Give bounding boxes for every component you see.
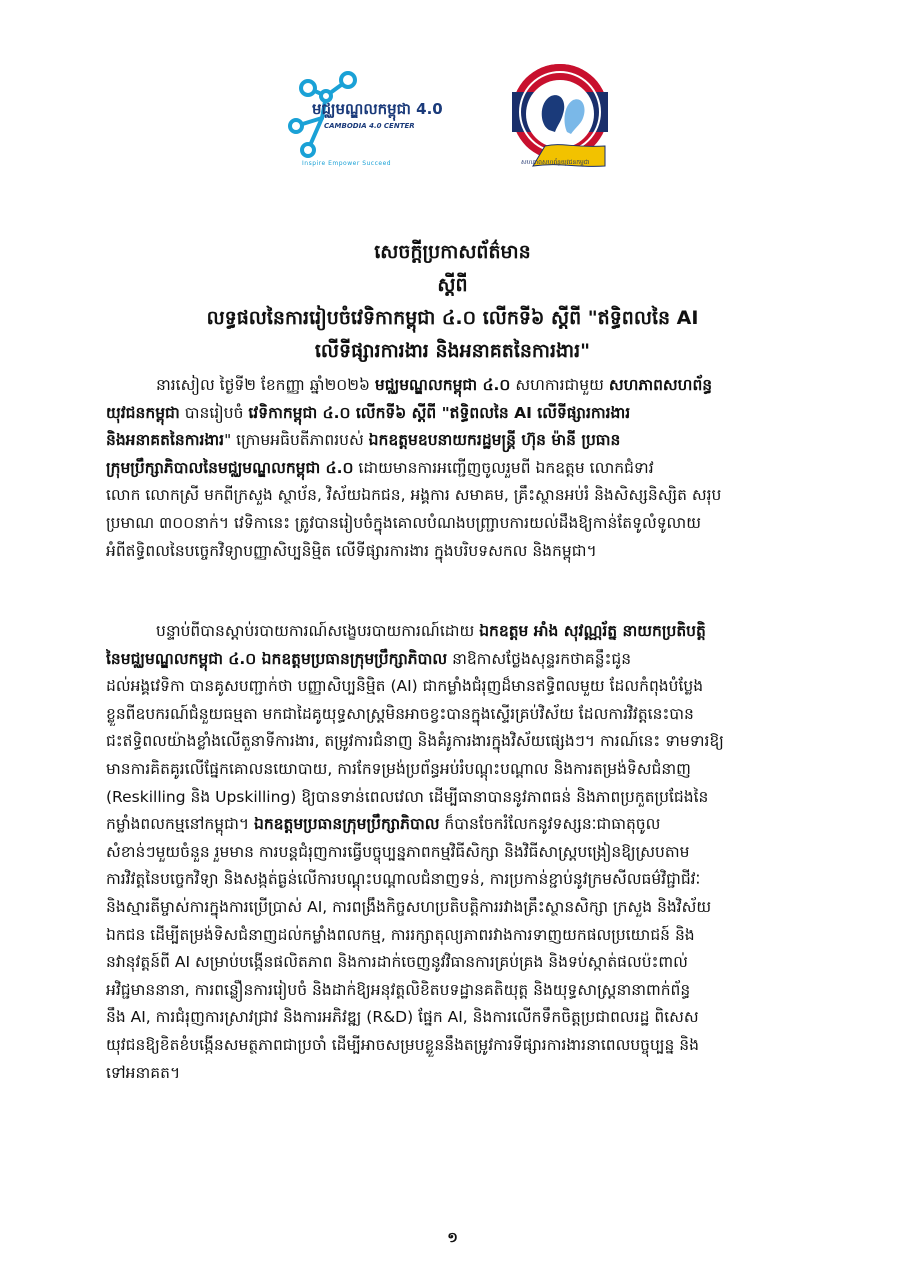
bold-text: ឯកឧត្តមឧបនាយករដ្ឋមន្ត្រី ហ៊ុន ម៉ានី ប្រធាន	[368, 431, 621, 450]
text-run: បន្ទាប់ពីបានស្តាប់របាយការណ៍សង្ខេបរបាយការណ៍ដោយ	[156, 622, 480, 640]
page-number: ១	[447, 1230, 458, 1246]
title-line-4: លើទីផ្សារការងារ និងអនាគតនៃការងារ"	[314, 340, 591, 362]
header-logos	[0, 62, 905, 182]
text-line	[106, 646, 811, 674]
text-line	[106, 372, 811, 400]
text-line	[106, 673, 811, 701]
text-run: អំពីឥទ្ធិពលនៃបច្ចេកវិទ្យាបញ្ញាសិប្បនិម្មិត លើទីផ្សារការងារ ក្នុងបរិបទសកល និងកម្ពុជា។	[106, 541, 597, 560]
text-run: និងស្មារតីម្ចាស់ការក្នុងការប្រើប្រាស់ AI, ការពង្រឹងកិច្ចសហប្រតិបត្តិការរវាងគ្រឹះស្ថានសិក្សា ក្រសួង និងវិស័យ	[106, 897, 712, 916]
text-line	[106, 1032, 811, 1060]
text-run: កម្លាំងពលកម្មនៅកម្ពុជា។	[106, 815, 254, 834]
cambodia-4-0-center-logo	[282, 66, 452, 176]
text-run: យុវជនឱ្យខិតខំបង្កើនសមត្ថភាពជាប្រចាំ ដើម្បីអាចសម្របខ្លួននឹងតម្រូវការទីផ្សារការងារនាពេលបច្ចុប្បន្ន និង	[106, 1035, 699, 1054]
bold-text: សហភាពសហព័ន្ធ	[608, 376, 713, 394]
text-run: ការវិវត្តនៃបច្ចេកវិទ្យា និងសង្កត់ធ្ងន់លើការបណ្តុះបណ្តាលជំនាញទន់, ការប្រកាន់ខ្ជាប់នូវក្រមសីលធម៌វិជ្ជាជីវៈ	[106, 870, 701, 889]
text-run: នារសៀល ថ្ងៃទី២ ខែកញ្ញា ឆ្នាំ២០២៦	[156, 376, 375, 394]
text-line	[106, 1004, 811, 1032]
logo-tagline: Inspire Empower Succeed	[302, 160, 392, 167]
bold-text: ឯកឧត្តម អាំង សុវណ្ណរ័ត្ន នាយកប្រតិបត្តិ	[479, 622, 706, 640]
text-line	[106, 756, 811, 784]
text-run: នាឱកាសថ្លែងសុន្ទរកថាគន្លឹះជូន	[447, 649, 632, 668]
title-line-3: លទ្ធផលនៃការរៀបចំវេទិកាកម្ពុជា ៤.០ លើកទី៦ ស្តីពី "ឥទ្ធិពលនៃ AI	[206, 307, 699, 329]
logo-subtitle: CAMBODIA 4.0 CENTER	[324, 122, 415, 130]
text-run: ឯកជន ដើម្បីតម្រង់ទិសជំនាញដល់កម្លាំងពលកម្ម, ការរក្សាតុល្យភាពរវាងការទាញយកផលប្រយោជន៍ និង	[106, 925, 695, 944]
paragraph-1	[106, 372, 811, 565]
paragraph-2	[106, 618, 811, 1087]
text-line	[106, 811, 811, 839]
text-line	[106, 618, 811, 646]
bold-text: ក្រុមប្រឹក្សាភិបាលនៃមជ្ឈមណ្ឌលកម្ពុជា ៤.០	[106, 458, 354, 477]
press-release-title	[0, 236, 905, 368]
text-line	[106, 949, 811, 977]
text-run: សហការជាមួយ	[510, 376, 609, 394]
text-run: មានការគិតគូរលើផ្នែកគោលនយោបាយ, ការកែទម្រង់ប្រព័ន្ធអប់រំបណ្តុះបណ្តាល និងការតម្រង់ទិសជំនាញ	[106, 759, 691, 778]
text-run: ទៅអនាគត។	[106, 1063, 181, 1082]
text-line	[106, 866, 811, 894]
logo-ribbon-text: សហភាពសហព័ន្ធយុវជនកម្ពុជា	[521, 159, 590, 166]
bold-text: ឯកឧត្តមប្រធានក្រុមប្រឹក្សាភិបាល	[253, 815, 440, 834]
text-line	[106, 510, 811, 538]
text-run: ក៏បានចែករំលែកនូវទស្សនៈជាធាតុចូល	[439, 815, 661, 834]
text-line	[106, 728, 811, 756]
bold-text: នៃមជ្ឈមណ្ឌលកម្ពុជា ៤.០ ឯកឧត្តមប្រធានក្រុមប្រឹក្សាភិបាល	[106, 649, 448, 668]
text-line	[106, 977, 811, 1005]
bold-text: វេទិកាកម្ពុជា ៤.០ លើកទី៦ ស្តីពី "ឥទ្ធិពលនៃ AI លើទីផ្សារការងារ	[248, 403, 631, 422]
bold-text: មជ្ឈមណ្ឌលកម្ពុជា ៤.០	[374, 376, 511, 394]
text-run: នវានុវត្តន៍ពី AI សម្រាប់បង្កើនផលិតភាព និងការដាក់ចេញនូវវិធានការគ្រប់គ្រង និងទប់ស្កាត់ផលប៉ះពាល់	[106, 953, 688, 972]
text-run: សំខាន់ៗមួយចំនួន រួមមាន ការបន្តជំរុញការធ្វើបច្ចុប្បន្នភាពកម្មវិធីសិក្សា និងវិធីសាស្ត្របង្រៀនឱ្យស្របតាម	[106, 842, 690, 861]
text-run: ដល់អង្គវេទិកា បានគូសបញ្ជាក់ថា បញ្ញាសិប្បនិម្មិត (AI) ជាកម្លាំងជំរុញដ៏មានឥទ្ធិពលមួយ ដែលកំពុងបំប្លែង	[106, 677, 704, 696]
text-run: ជះឥទ្ធិពលយ៉ាងខ្លាំងលើតួនាទីការងារ, តម្រូវការជំនាញ និងគំរូការងារក្នុងវិស័យផ្សេងៗ។ ការណ៍នេះ ទាមទារឱ្យ	[106, 732, 724, 751]
logo-name: មជ្ឈមណ្ឌលកម្ពុជា 4.0	[312, 100, 443, 118]
text-line	[106, 538, 811, 566]
bold-text: និងអនាគតនៃការងារ	[106, 431, 225, 450]
text-line	[106, 400, 811, 428]
text-run: បានរៀបចំ	[179, 403, 249, 422]
text-line	[106, 784, 811, 812]
text-run: លោក លោកស្រី មកពីក្រសួង ស្ថាប័ន, វិស័យឯកជន, អង្គការ សមាគម, គ្រឹះស្ថានអប់រំ និងសិស្សនិស្សិត សរុប	[106, 486, 722, 505]
text-line	[106, 1060, 811, 1088]
text-line	[106, 482, 811, 510]
text-run: នឹង AI, ការជំរុញការស្រាវជ្រាវ និងការអភិវឌ្ឍ (R&D) ផ្នែក AI, និងការលើកទឹកចិត្តប្រជាពលរដ្ឋ ពិសេស	[106, 1008, 699, 1027]
bold-text: យុវជនកម្ពុជា	[106, 403, 180, 422]
text-run: អវិជ្ជមាននានា, ការពន្លឿនការរៀបចំ និងដាក់ឱ្យអនុវត្តលិខិតបទដ្ឋានគតិយុត្ត និងយុទ្ធសាស្ត្រនានាពាក់ព័ន្ធ	[106, 980, 691, 999]
text-run: ខ្លួនពីឧបករណ៍ជំនួយធម្មតា មកជាដៃគូយុទ្ធសាស្ត្រមិនអាចខ្វះបានក្នុងស្ទើរគ្រប់វិស័យ ដែលការវិវត្តនេះបាន	[106, 704, 694, 723]
title-line-2: ស្តីពី	[437, 274, 468, 296]
text-run: ដោយមានការអញ្ជើញចូលរួមពី ឯកឧត្តម លោកជំទាវ	[353, 458, 654, 477]
text-run: " ក្រោមអធិបតីភាពរបស់	[224, 431, 369, 450]
text-line	[106, 701, 811, 729]
text-line	[106, 427, 811, 455]
text-line	[106, 922, 811, 950]
youth-federation-logo	[505, 62, 615, 180]
text-line	[106, 839, 811, 867]
text-run: ប្រមាណ ៣០០នាក់។ វេទិកានេះ ត្រូវបានរៀបចំក្នុងគោលបំណងបញ្ជ្រាបការយល់ដឹងឱ្យកាន់តែទូលំទូលាយ	[106, 513, 701, 532]
text-run: (Reskilling និង Upskilling) ឱ្យបានទាន់ពេលវេលា ដើម្បីធានាបាននូវភាពធន់ និងភាពប្រកួតប្រជែងនៃ	[106, 787, 709, 806]
title-line-1: សេចក្តីប្រកាសព័ត៌មាន	[374, 241, 531, 263]
text-line	[106, 894, 811, 922]
text-line	[106, 455, 811, 483]
